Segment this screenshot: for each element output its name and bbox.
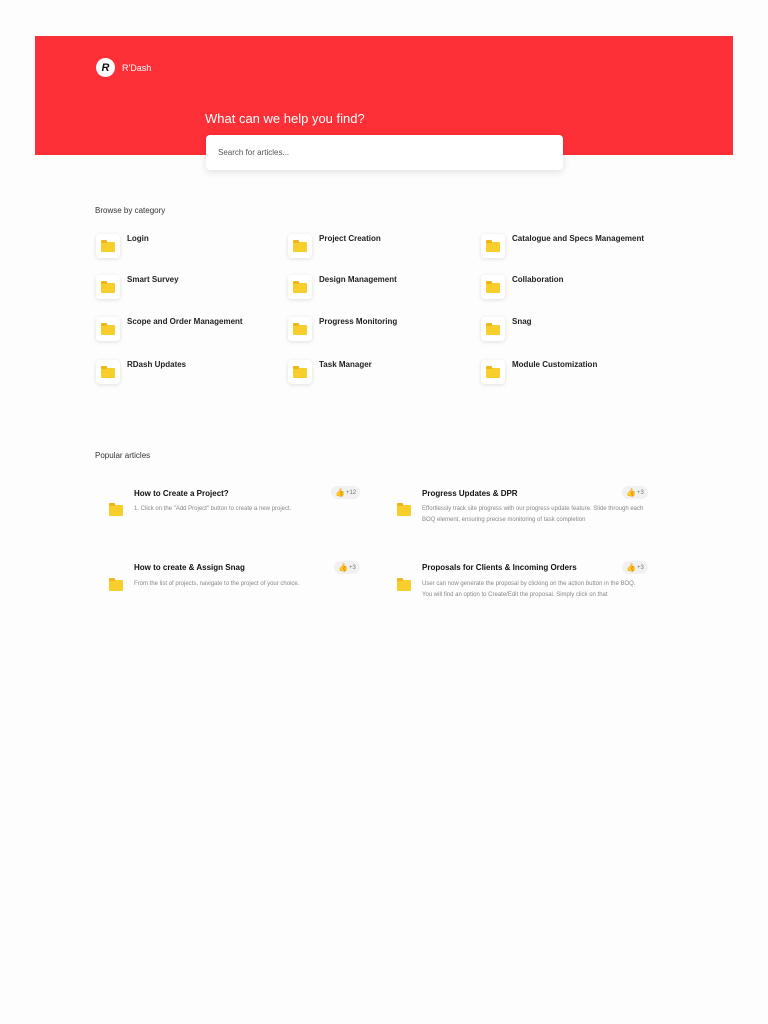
article-description: Effortlessly track site progress with our progress update feature. Slide through each BOQ element, ensuring precise monitoring of task completion xyxy=(422,506,644,523)
folder-icon xyxy=(288,360,312,384)
brand-name: R'Dash xyxy=(122,62,152,73)
vote-badge xyxy=(331,486,360,499)
category-progress-monitoring[interactable] xyxy=(288,317,473,341)
category-label: Smart Survey xyxy=(127,275,179,284)
folder-icon xyxy=(109,505,123,516)
vote-count: +3 xyxy=(636,564,644,571)
category-label: Progress Monitoring xyxy=(319,317,398,326)
vote-badge xyxy=(622,486,648,499)
vote-count: +3 xyxy=(636,489,644,496)
category-label: Catalogue and Specs Management xyxy=(512,234,645,243)
folder-icon xyxy=(397,505,411,516)
folder-icon xyxy=(96,234,120,258)
folder-icon xyxy=(96,317,120,341)
folder-icon xyxy=(288,317,312,341)
article-description: 1. Click on the "Add Project" button to create a new project. xyxy=(134,506,292,512)
article-title[interactable]: How to create & Assign Snag xyxy=(134,563,245,572)
category-label: Scope and Order Management xyxy=(127,317,243,326)
popular-articles-heading: Popular articles xyxy=(95,451,151,460)
thumbs-up-icon: 👍 xyxy=(335,488,345,497)
category-label: Snag xyxy=(512,317,532,326)
article-description: User can now generate the proposal by clicking on the action button in the BOQ. You will find an option to Create/Edit the proposal. Simply click on that xyxy=(422,581,636,598)
brand-logo: R xyxy=(96,58,115,77)
folder-icon xyxy=(288,234,312,258)
folder-icon xyxy=(481,317,505,341)
browse-category-heading: Browse by category xyxy=(95,206,166,215)
category-label: Design Management xyxy=(319,275,397,284)
vote-badge xyxy=(334,561,360,574)
category-rdash-updates[interactable] xyxy=(96,360,281,384)
thumbs-up-icon: 👍 xyxy=(626,563,636,572)
hero-title: What can we help you find? xyxy=(205,111,365,126)
vote-count: +12 xyxy=(345,489,357,496)
article-title[interactable]: Proposals for Clients & Incoming Orders xyxy=(422,563,577,572)
category-smart-survey[interactable] xyxy=(96,275,281,299)
search-box[interactable] xyxy=(206,135,563,170)
search-input[interactable] xyxy=(218,135,563,170)
folder-icon xyxy=(288,275,312,299)
folder-icon xyxy=(481,234,505,258)
folder-icon xyxy=(109,580,123,591)
category-label: Login xyxy=(127,234,149,243)
category-catalogue-specs[interactable] xyxy=(481,234,681,258)
article-title[interactable]: Progress Updates & DPR xyxy=(422,489,518,498)
category-task-manager[interactable] xyxy=(288,360,473,384)
category-scope-order[interactable] xyxy=(96,317,281,341)
thumbs-up-icon: 👍 xyxy=(626,488,636,497)
thumbs-up-icon: 👍 xyxy=(338,563,348,572)
category-snag[interactable] xyxy=(481,317,666,341)
vote-count: +3 xyxy=(348,564,356,571)
category-label: Collaboration xyxy=(512,275,564,284)
article-title[interactable]: How to Create a Project? xyxy=(134,489,229,498)
folder-icon xyxy=(481,360,505,384)
folder-icon xyxy=(96,360,120,384)
folder-icon xyxy=(397,580,411,591)
category-label: RDash Updates xyxy=(127,360,187,369)
category-project-creation[interactable] xyxy=(288,234,473,258)
category-label: Project Creation xyxy=(319,234,381,243)
vote-badge xyxy=(622,561,648,574)
folder-icon xyxy=(96,275,120,299)
category-label: Module Customization xyxy=(512,360,598,369)
category-label: Task Manager xyxy=(319,360,372,369)
category-login[interactable] xyxy=(96,234,281,258)
category-collaboration[interactable] xyxy=(481,275,666,299)
category-module-customization[interactable] xyxy=(481,360,666,384)
article-description: From the list of projects, navigate to the project of your choice. xyxy=(134,581,300,587)
folder-icon xyxy=(481,275,505,299)
category-design-management[interactable] xyxy=(288,275,473,299)
brand[interactable] xyxy=(96,58,151,77)
